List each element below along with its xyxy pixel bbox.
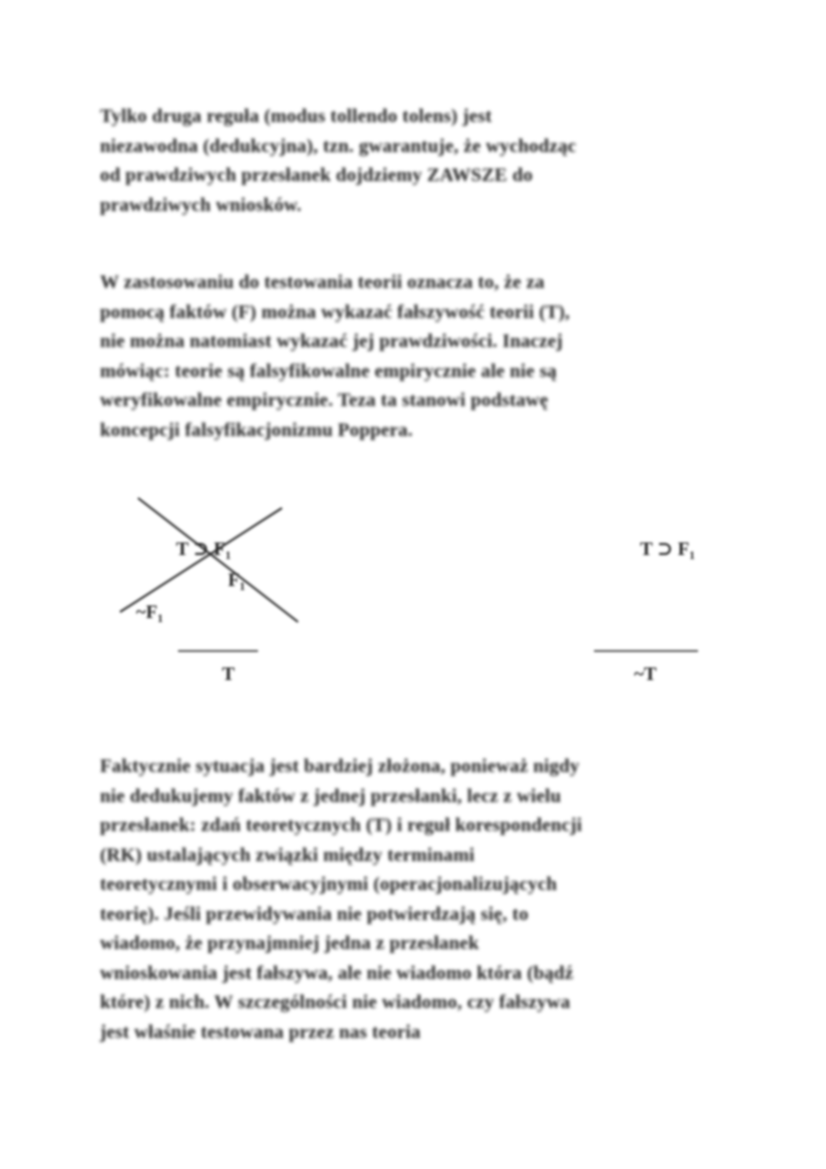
paragraph-falsification [100,268,740,445]
text-line: wiadomo, że przynajmniej jedna z przesłanek [100,933,480,954]
text-line: prawdziwych wniosków. [100,194,302,216]
left-conclusion: T [222,664,235,685]
text-line: nie można natomiast wykazać jej prawdziwości. Inaczej [100,331,563,352]
text-line: teoretycznymi i obserwacyjnymi (operacjonalizujących [100,874,557,895]
text-line: od prawdziwych przesłanek dojdziemy ZAWSZE do [100,165,533,186]
text-line: niezawodna (dedukcyjna), tzn. gwarantuje, że wychodząc [100,135,577,157]
paragraph-modus-tollens [100,102,740,220]
text-line: Faktycznie sytuacja jest bardziej złożona, ponieważ nigdy [100,756,580,777]
left-premise-fact: F₁ [228,570,246,591]
text-line: W zastosowaniu do testowania teorii oznacza to, że za [100,272,545,293]
text-line: (RK) ustalających związki między terminami [100,844,475,866]
text-line: przesłanek: zdań teoretycznych (T) i reguł korespondencji [100,815,583,836]
text-line: koncepcji falsyfikacjonizmu Poppera. [100,419,413,441]
left-premise-negated-fact: ~F₁ [136,602,164,623]
right-conclusion: ~T [634,664,657,685]
inference-diagram [0,480,826,700]
text-line: Tylko druga reguła (modus tollendo tolens) jest [100,106,492,127]
text-line: pomocą faktów (F) można wykazać fałszywość teorii (T), [100,301,570,323]
text-line: teorię). Jeśli przewidywania nie potwierdzają się, to [100,903,529,925]
right-premise-implication: T ⊃ F₁ [640,539,696,560]
left-premise-implication: T ⊃ F₁ [176,539,232,560]
text-line: wnioskowania jest fałszywa, ale nie wiadomo która (bądź [100,962,574,984]
text-line: jest właśnie testowana przez nas teoria [100,1021,421,1043]
text-line: weryfikowalne empirycznie. Teza ta stanowi podstawę [100,390,549,411]
text-line: mówiąc: teorie są falsyfikowalne empirycznie ale nie są [100,360,557,382]
paragraph-duhem-quine [100,752,740,1047]
diagram-lines [0,480,826,700]
text-line: które) z nich. W szczególności nie wiadomo, czy fałszywa [100,992,571,1013]
text-line: nie dedukujemy faktów z jednej przesłanki, lecz z wielu [100,785,562,807]
